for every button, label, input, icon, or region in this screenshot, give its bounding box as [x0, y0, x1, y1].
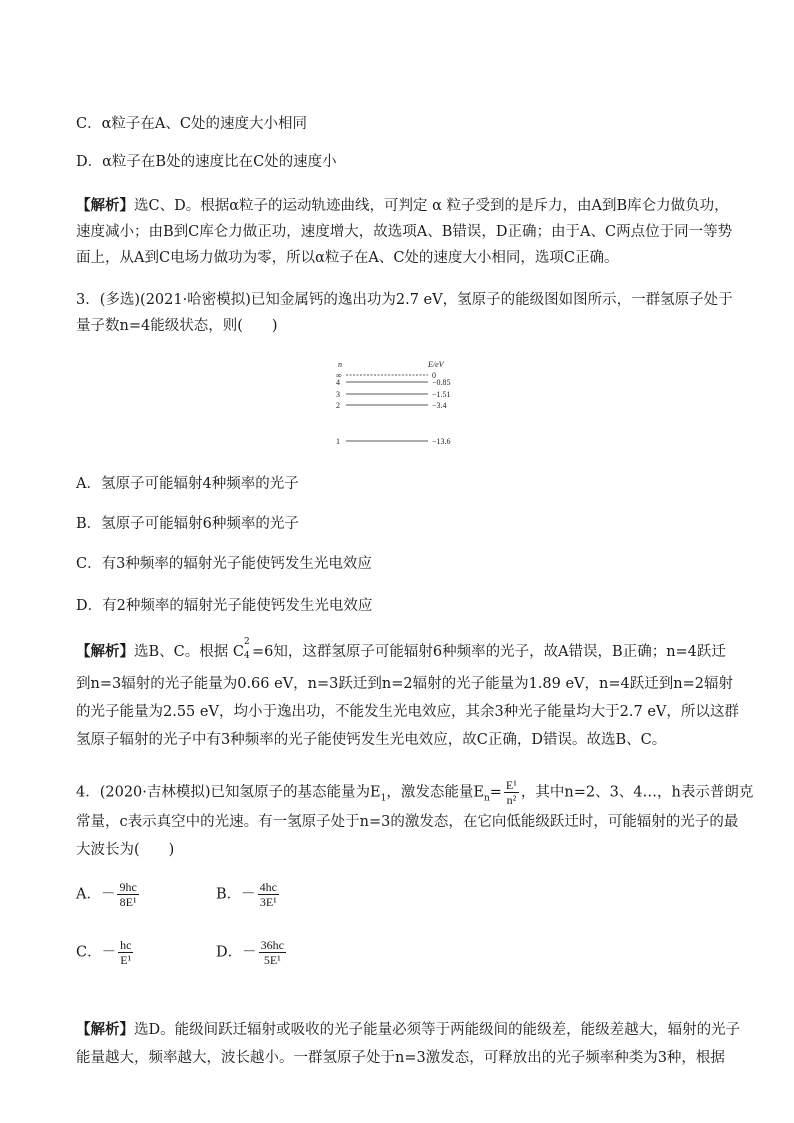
- fraction-denominator: 3E¹: [259, 895, 277, 909]
- question-3-line1: 3．(多选)(2021·哈密模拟)已知金属钙的逸出功为2.7 eV，氢原子的能级图如图所示，一群氢原子处于: [76, 292, 733, 308]
- analysis-q2-line2: 速度减小；由B到C库仑力做正功，速度增大，故选项A、B错误，D正确；由于A、C两点位于同一等势: [76, 224, 733, 240]
- analysis-q3-line3: 的光子能量为2.55 eV，均小于逸出功，不能发生光电效应，其余3种光子能量均大于2.7 eV，所以这群: [76, 704, 739, 720]
- energy-level-n-label: 3: [336, 390, 340, 399]
- fraction-numerator: 4hc: [259, 880, 277, 894]
- question-3-option-c: C．有3种频率的辐射光子能使钙发生光电效应: [76, 556, 372, 572]
- fraction-denominator: n²: [506, 793, 517, 807]
- analysis-text: 选B、C。根据 C: [134, 644, 244, 660]
- analysis-q3-line1: [76, 637, 726, 662]
- question-4-line2: 常量，c表示真空中的光速。有一氢原子处于n=3的激发态，在它向低能级跃迁时，可能辐射的光子的最: [76, 814, 739, 830]
- option-c-q2: C．α粒子在A、C处的速度大小相同: [76, 116, 307, 132]
- option-d-q2: D．α粒子在B处的速度比在C处的速度小: [76, 154, 337, 170]
- analysis-q4-line1: [76, 1020, 740, 1040]
- fraction-denominator: 5E¹: [263, 953, 281, 967]
- combination-index: 2 4: [243, 637, 250, 661]
- diagram-n-label: n: [338, 360, 342, 369]
- question-3-option-b: B．氢原子可能辐射6种频率的光子: [76, 516, 299, 532]
- q4-text: ，激发态能量E: [386, 784, 484, 801]
- analysis-text: 选C、D。根据α粒子的运动轨迹曲线，可判定 α 粒子受到的是斥力，由A到B库仑力做负功，: [134, 198, 729, 214]
- question-4-option-a: [76, 880, 141, 909]
- energy-level-value-label: −1.51: [432, 390, 451, 399]
- energy-level-value-label: −0.85: [432, 378, 451, 387]
- analysis-q3-line4: 氢原子辐射的光子中有3种频率的光子能使钙发生光电效应，故C正确，D错误。故选B、C。: [76, 732, 667, 748]
- q4-text: 4．(2020·吉林模拟)已知氢原子的基态能量为E: [76, 784, 381, 801]
- q4-sub: 1: [380, 793, 387, 804]
- energy-level-n-label: 4: [336, 378, 340, 387]
- option-fraction: [258, 880, 279, 909]
- question-4-line3: 大波长为( ): [76, 842, 175, 858]
- fraction-numerator: 9hc: [119, 880, 137, 894]
- fraction-numerator: hc: [120, 938, 132, 952]
- q4-sub: n: [483, 793, 490, 804]
- option-fraction: [118, 938, 133, 967]
- analysis-text: 选D。能级间跃迁辐射或吸收的光子能量必须等于两能级间的能级差，能级差越大，辐射的光子: [134, 1022, 741, 1038]
- question-3-option-a: A．氢原子可能辐射4种频率的光子: [76, 476, 299, 492]
- q4-equals: =: [489, 784, 502, 801]
- energy-level-value-label: −3.4: [432, 401, 447, 410]
- analysis-tag: 【解析】: [76, 197, 134, 214]
- analysis-text: =6知，这群氢原子可能辐射6种频率的光子，故A错误，B正确；n=4跃迁: [251, 644, 726, 660]
- question-4-option-d: [216, 938, 288, 967]
- analysis-q2-line1: [76, 196, 729, 216]
- analysis-q3-line2: 到n=3辐射的光子能量为0.66 eV，n=3跃迁到n=2辐射的光子能量为1.89 eV，n=4跃迁到n=2辐射: [76, 676, 733, 692]
- fraction-numerator: 36hc: [260, 938, 284, 952]
- energy-level-diagram: [332, 358, 472, 450]
- energy-fraction: [504, 778, 519, 807]
- energy-level-n-label: ∞: [336, 371, 342, 380]
- fraction-numerator: E¹: [505, 778, 517, 792]
- analysis-tag: 【解析】: [76, 643, 134, 660]
- question-4-option-b: [216, 880, 281, 909]
- analysis-q2-line3: 面上，从A到C电场力做功为零，所以α粒子在A、C处的速度大小相同，选项C正确。: [76, 250, 619, 266]
- question-4-line1: [76, 778, 753, 807]
- option-label: B．－: [216, 886, 256, 903]
- fraction-denominator: E¹: [120, 953, 132, 967]
- option-fraction: [117, 880, 138, 909]
- diagram-e-label: E/eV: [428, 360, 444, 369]
- q4-text: ，其中n=2、3、4…，h表示普朗克: [520, 784, 754, 801]
- analysis-q4-line2: 能量越大，频率越大，波长越小。一群氢原子处于n=3激发态，可释放出的光子频率种类为3种，根据: [76, 1050, 725, 1066]
- energy-level-n-label: 1: [336, 437, 340, 446]
- option-label: C．－: [76, 944, 117, 961]
- question-3-line2: 量子数n=4能级状态，则( ): [76, 318, 278, 334]
- fraction-denominator: 8E¹: [119, 895, 137, 909]
- analysis-tag: 【解析】: [76, 1021, 134, 1038]
- energy-level-value-label: 0: [432, 371, 436, 380]
- question-4-option-c: [76, 938, 135, 967]
- energy-level-n-label: 2: [336, 401, 340, 410]
- question-3-option-d: D．有2种频率的辐射光子能使钙发生光电效应: [76, 598, 373, 614]
- option-label: A．－: [76, 886, 116, 903]
- option-fraction: [259, 938, 286, 967]
- option-label: D．－: [216, 944, 257, 961]
- energy-level-value-label: −13.6: [432, 437, 451, 446]
